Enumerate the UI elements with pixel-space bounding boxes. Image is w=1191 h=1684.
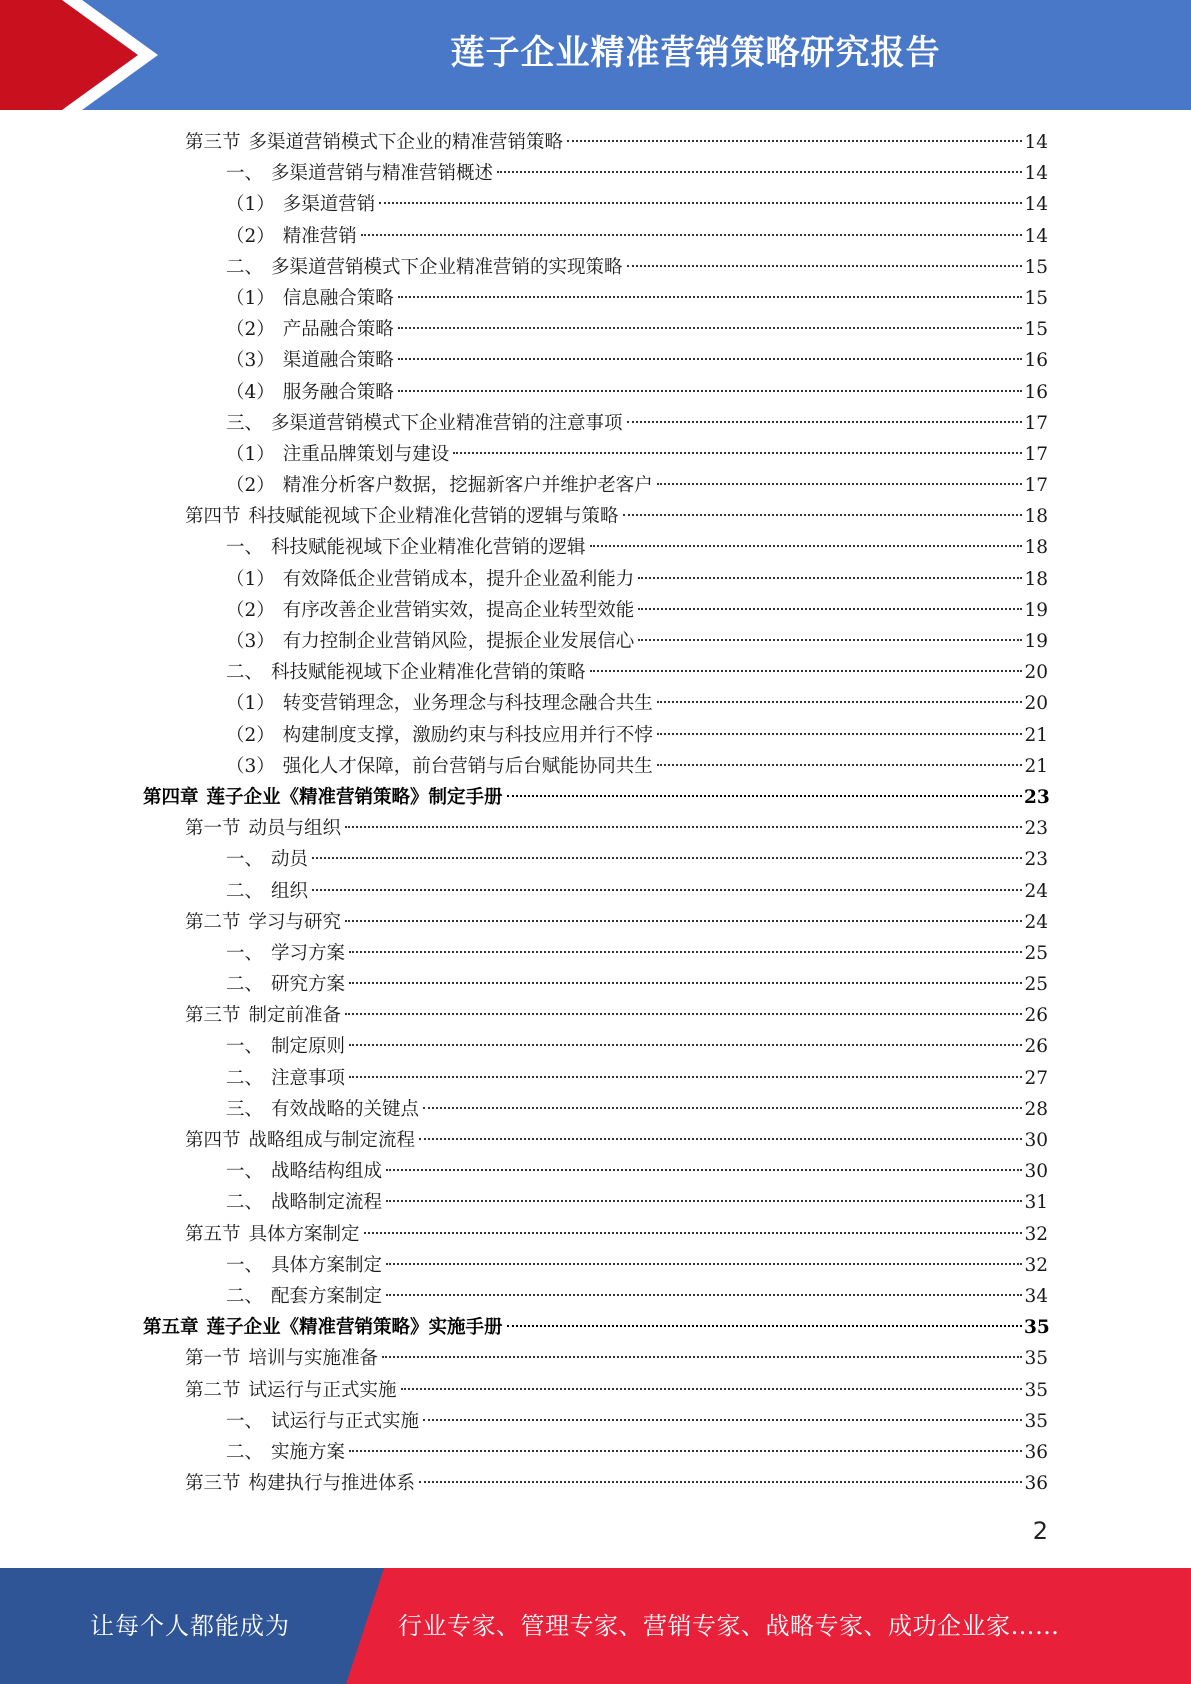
toc-page-number: 15	[1024, 256, 1048, 278]
toc-dot-leader	[419, 1481, 1022, 1483]
toc-chapter-entry[interactable]	[0, 782, 1191, 813]
toc-dot-leader	[349, 1044, 1022, 1046]
toc-entry[interactable]	[0, 1031, 1191, 1062]
toc-entry[interactable]	[0, 1063, 1191, 1094]
toc-entry-title	[226, 657, 586, 688]
toc-dot-leader	[349, 1450, 1022, 1452]
toc-entry-title	[226, 532, 586, 563]
toc-entry-number: 第五节	[185, 1223, 241, 1245]
toc-entry-title	[226, 1281, 382, 1312]
toc-dot-leader	[657, 764, 1022, 766]
toc-entry-text: 有效战略的关键点	[271, 1098, 420, 1120]
toc-entry[interactable]	[0, 314, 1191, 345]
toc-entry[interactable]	[0, 657, 1191, 688]
toc-entry-text: 科技赋能视域下企业精准化营销的逻辑	[271, 537, 586, 559]
toc-dot-leader	[398, 390, 1022, 392]
toc-entry-number: 一、	[226, 537, 264, 559]
toc-entry-text: 精准营销	[282, 225, 357, 247]
toc-entry-text: 转变营销理念，业务理念与科技理念融合共生	[282, 693, 653, 715]
toc-entry-text: 实施方案	[271, 1441, 346, 1463]
toc-page-number: 21	[1024, 724, 1048, 746]
toc-page-number: 30	[1024, 1130, 1048, 1151]
toc-dot-leader	[398, 358, 1022, 360]
toc-page-number: 23	[1024, 818, 1048, 840]
toc-entry-title	[226, 1406, 419, 1437]
toc-entry-text: 制定前准备	[248, 1005, 342, 1027]
toc-entry[interactable]	[0, 439, 1191, 470]
toc-page-number: 32	[1024, 1254, 1048, 1276]
toc-entry-number: （3）	[226, 350, 275, 372]
toc-entry-text: 强化人才保障，前台营销与后台赋能协同共生	[282, 755, 653, 777]
toc-page-number: 18	[1024, 568, 1048, 590]
toc-page-number: 16	[1024, 381, 1048, 403]
toc-entry-number: 二、	[226, 1192, 264, 1214]
toc-entry-number: （2）	[226, 475, 275, 497]
header-banner	[0, 0, 1191, 110]
toc-entry-text: 具体方案制定	[271, 1254, 383, 1276]
toc-entry-number: 二、	[226, 1285, 264, 1307]
toc-dot-leader	[398, 327, 1022, 329]
toc-dot-leader	[627, 265, 1022, 267]
toc-entry-title	[226, 377, 394, 408]
toc-entry-text: 战略结构组成	[271, 1161, 383, 1183]
toc-entry[interactable]	[0, 1437, 1191, 1468]
toc-entry-number: （1）	[226, 194, 275, 216]
toc-entry[interactable]	[0, 470, 1191, 501]
toc-entry-text: 培训与实施准备	[248, 1348, 379, 1370]
toc-entry-text: 科技赋能视域下企业精准化营销的逻辑与策略	[248, 506, 619, 528]
toc-entry-title	[185, 127, 563, 158]
toc-entry-text: 注意事项	[271, 1067, 346, 1089]
toc-entry[interactable]	[0, 408, 1191, 439]
toc-dot-leader	[386, 1263, 1022, 1265]
toc-entry-number: 三、	[226, 1098, 264, 1120]
toc-entry-number: 一、	[226, 1161, 264, 1183]
toc-entry-text: 构建制度支撑，激励约束与科技应用并行不悖	[282, 724, 653, 746]
toc-entry-title	[226, 876, 308, 907]
toc-page-number: 15	[1024, 287, 1048, 309]
toc-entry-title	[185, 1000, 341, 1031]
toc-entry-number: （1）	[226, 287, 275, 309]
footer-banner	[0, 1568, 1191, 1684]
toc-entry-number: （2）	[226, 319, 275, 341]
toc-entry-title	[226, 1063, 345, 1094]
toc-page-number: 14	[1024, 163, 1048, 185]
toc-entry-text: 构建执行与推进体系	[248, 1473, 416, 1495]
toc-entry-title	[226, 1156, 382, 1187]
toc-entry-title	[226, 688, 653, 719]
toc-entry-title	[226, 844, 308, 875]
toc-entry-number: 第三节	[185, 132, 241, 153]
toc-entry-number: 第三节	[185, 1005, 241, 1027]
toc-page-number: 16	[1024, 350, 1048, 372]
toc-entry[interactable]	[0, 1250, 1191, 1281]
toc-page-number: 19	[1024, 599, 1048, 621]
toc-entry-number: 第二节	[185, 1379, 241, 1401]
toc-dot-leader	[345, 1013, 1022, 1015]
toc-page-number: 36	[1024, 1441, 1048, 1463]
toc-entry[interactable]	[0, 907, 1191, 938]
toc-page-number: 14	[1024, 132, 1048, 153]
toc-page-number: 18	[1024, 537, 1048, 559]
toc-entry-number: （2）	[226, 724, 275, 746]
toc-page-number: 21	[1024, 755, 1048, 777]
toc-entry-title	[185, 1125, 415, 1156]
toc-entry-text: 试运行与正式实施	[271, 1410, 420, 1432]
toc-entry-title	[226, 283, 394, 314]
toc-page-number: 35	[1024, 1379, 1048, 1401]
toc-entry-text: 莲子企业《精准营销策略》实施手册	[206, 1317, 503, 1339]
toc-dot-leader	[345, 920, 1022, 922]
toc-dot-leader	[453, 452, 1022, 454]
toc-entry-text: 组织	[271, 880, 309, 902]
toc-entry-number: （3）	[226, 755, 275, 777]
toc-entry[interactable]	[0, 1281, 1191, 1312]
toc-page-number: 14	[1024, 194, 1048, 216]
toc-entry-text: 渠道融合策略	[282, 350, 394, 372]
toc-entry[interactable]	[0, 501, 1191, 532]
toc-page-number: 25	[1024, 974, 1048, 996]
toc-dot-leader	[349, 1076, 1022, 1078]
toc-page-number: 24	[1024, 880, 1048, 902]
toc-dot-leader	[623, 514, 1022, 516]
toc-dot-leader	[401, 1388, 1022, 1390]
toc-page-number: 35	[1024, 1410, 1048, 1432]
toc-dot-leader	[386, 1169, 1022, 1171]
toc-entry-text: 服务融合策略	[282, 381, 394, 403]
toc-dot-leader	[567, 140, 1022, 142]
toc-entry-text: 多渠道营销模式下企业的精准营销策略	[248, 132, 564, 153]
toc-entry-title	[226, 470, 653, 501]
toc-page-number: 35	[1024, 1317, 1050, 1339]
toc-dot-leader	[638, 639, 1022, 641]
toc-entry-number: （3）	[226, 631, 275, 652]
toc-page-number: 26	[1024, 1005, 1048, 1027]
toc-dot-leader	[507, 795, 1022, 797]
toc-dot-leader	[638, 577, 1022, 579]
toc-entry-number: （1）	[226, 443, 275, 465]
toc-entry-text: 动员与组织	[248, 818, 342, 840]
toc-dot-leader	[349, 951, 1022, 953]
toc-entry[interactable]	[0, 345, 1191, 376]
toc-entry[interactable]	[0, 127, 1191, 158]
toc-entry[interactable]	[0, 377, 1191, 408]
toc-dot-leader	[398, 296, 1022, 298]
toc-dot-leader	[507, 1325, 1022, 1327]
toc-entry[interactable]	[0, 720, 1191, 751]
toc-entry-text: 信息融合策略	[282, 287, 394, 309]
toc-entry-text: 战略制定流程	[271, 1192, 383, 1214]
toc-page-number: 32	[1024, 1223, 1048, 1245]
toc-dot-leader	[423, 1419, 1022, 1421]
toc-entry-number: （2）	[226, 225, 275, 247]
toc-page-number: 24	[1024, 911, 1048, 933]
toc-entry-text: 多渠道营销模式下企业精准营销的实现策略	[271, 256, 623, 278]
toc-entry[interactable]	[0, 688, 1191, 719]
toc-page-number: 20	[1024, 693, 1048, 715]
toc-page-number: 35	[1024, 1348, 1048, 1370]
toc-entry[interactable]	[0, 969, 1191, 1000]
document-title: 莲子企业精准营销策略研究报告	[450, 33, 941, 73]
toc-dot-leader	[345, 826, 1022, 828]
toc-entry-text: 战略组成与制定流程	[248, 1130, 416, 1151]
toc-entry[interactable]	[0, 1219, 1191, 1250]
toc-entry-title	[226, 189, 375, 220]
toc-entry[interactable]	[0, 595, 1191, 626]
toc-entry[interactable]	[0, 252, 1191, 283]
toc-dot-leader	[379, 202, 1022, 204]
toc-entry-text: 多渠道营销模式下企业精准营销的注意事项	[271, 412, 623, 434]
toc-entry[interactable]	[0, 1094, 1191, 1125]
toc-entry-number: 一、	[226, 163, 264, 185]
toc-entry-title	[226, 439, 449, 470]
toc-dot-leader	[423, 1107, 1022, 1109]
toc-dot-leader	[638, 608, 1022, 610]
toc-dot-leader	[349, 982, 1022, 984]
toc-entry-number: 第一节	[185, 818, 241, 840]
toc-entry-number: 一、	[226, 1410, 264, 1432]
toc-entry[interactable]	[0, 751, 1191, 782]
toc-entry-number: 第三节	[185, 1473, 241, 1495]
toc-entry-title	[143, 1312, 503, 1343]
toc-dot-leader	[419, 1138, 1022, 1140]
toc-page-number: 18	[1024, 506, 1048, 528]
toc-entry-text: 莲子企业《精准营销策略》制定手册	[206, 786, 503, 808]
toc-entry-title	[226, 252, 623, 283]
toc-entry-title	[226, 564, 634, 595]
toc-entry-text: 多渠道营销与精准营销概述	[271, 163, 494, 185]
toc-page-number: 14	[1024, 225, 1048, 247]
toc-entry-text: 制定原则	[271, 1036, 346, 1058]
toc-dot-leader	[657, 733, 1022, 735]
toc-entry-text: 有序改善企业营销实效，提高企业转型效能	[282, 599, 635, 621]
toc-entry[interactable]	[0, 158, 1191, 189]
toc-dot-leader	[627, 421, 1022, 423]
toc-entry-title	[226, 969, 345, 1000]
header-arrow-shape	[0, 0, 200, 110]
toc-entry-text: 研究方案	[271, 974, 346, 996]
toc-entry-title	[185, 813, 341, 844]
toc-entry-number: 二、	[226, 662, 264, 684]
toc-entry-number: 第一节	[185, 1348, 241, 1370]
toc-dot-leader	[386, 1294, 1022, 1296]
toc-entry-number: 二、	[226, 1441, 264, 1463]
toc-entry-number: 一、	[226, 942, 264, 964]
toc-dot-leader	[657, 701, 1022, 703]
toc-entry-text: 精准分析客户数据，挖掘新客户并维护老客户	[282, 475, 653, 497]
toc-entry-number: （4）	[226, 381, 275, 403]
toc-entry-title	[226, 221, 357, 252]
toc-entry-title	[226, 720, 653, 751]
toc-page-number: 17	[1024, 443, 1048, 465]
toc-entry[interactable]	[0, 876, 1191, 907]
toc-entry-text: 产品融合策略	[282, 319, 394, 341]
toc-entry[interactable]	[0, 1125, 1191, 1156]
toc-page-number: 20	[1024, 662, 1048, 684]
toc-entry[interactable]	[0, 1468, 1191, 1499]
toc-entry-text: 具体方案制定	[248, 1223, 360, 1245]
toc-entry[interactable]	[0, 189, 1191, 220]
toc-page-number: 17	[1024, 412, 1048, 434]
toc-entry-title	[185, 1219, 360, 1250]
toc-entry-text: 动员	[271, 849, 309, 871]
toc-dot-leader	[364, 1232, 1022, 1234]
toc-entry-number: 第四节	[185, 1130, 241, 1151]
toc-entry-title	[185, 1468, 415, 1499]
toc-entry[interactable]	[0, 813, 1191, 844]
toc-dot-leader	[590, 545, 1022, 547]
toc-entry-title	[185, 907, 341, 938]
toc-entry-title	[226, 751, 653, 782]
toc-entry-number: 第四节	[185, 506, 241, 528]
toc-entry[interactable]	[0, 938, 1191, 969]
toc-entry[interactable]	[0, 1375, 1191, 1406]
toc-page-number: 25	[1024, 942, 1048, 964]
toc-entry-title	[226, 1250, 382, 1281]
toc-entry-number: 第二节	[185, 911, 241, 933]
toc-page-number: 15	[1024, 319, 1048, 341]
toc-page-number: 26	[1024, 1036, 1048, 1058]
toc-page-number: 19	[1024, 631, 1048, 652]
page-number: 2	[1032, 1517, 1048, 1545]
toc-entry-number: 二、	[226, 974, 264, 996]
toc-entry-text: 有效降低企业营销成本，提升企业盈利能力	[282, 568, 635, 590]
toc-dot-leader	[382, 1356, 1022, 1358]
toc-entry-title	[226, 158, 493, 189]
toc-entry-text: 试运行与正式实施	[248, 1379, 397, 1401]
toc-entry-number: 第四章	[143, 786, 199, 808]
toc-entry-title	[226, 938, 345, 969]
toc-entry[interactable]	[0, 1187, 1191, 1218]
toc-entry-number: （1）	[226, 568, 275, 590]
toc-entry-title	[185, 1343, 378, 1374]
toc-entry-title	[226, 345, 394, 376]
toc-entry-text: 有力控制企业营销风险，提振企业发展信心	[282, 631, 635, 652]
toc-entry[interactable]	[0, 1000, 1191, 1031]
toc-entry-text: 学习与研究	[248, 911, 342, 933]
toc-page-number: 23	[1024, 786, 1050, 808]
toc-dot-leader	[657, 483, 1022, 485]
toc-entry[interactable]	[0, 1156, 1191, 1187]
toc-entry-title	[185, 1375, 397, 1406]
toc-entry[interactable]	[0, 564, 1191, 595]
toc-page-number: 31	[1024, 1192, 1048, 1214]
toc-entry-title	[143, 782, 503, 813]
toc-dot-leader	[312, 857, 1022, 859]
toc-entry-number: 一、	[226, 1036, 264, 1058]
toc-entry-number: 二、	[226, 256, 264, 278]
toc-entry-number: 一、	[226, 849, 264, 871]
footer-slogan-right: 行业专家、管理专家、营销专家、战略专家、成功企业家……	[398, 1612, 1060, 1640]
toc-dot-leader	[312, 889, 1022, 891]
toc-entry-title	[226, 408, 623, 439]
toc-entry-number: （1）	[226, 693, 275, 715]
toc-page-number: 17	[1024, 475, 1048, 497]
toc-page-number: 30	[1024, 1161, 1048, 1183]
toc-entry-title	[226, 626, 634, 657]
toc-page-number: 28	[1024, 1098, 1048, 1120]
toc-entry-text: 科技赋能视域下企业精准化营销的策略	[271, 662, 586, 684]
toc-entry-number: 三、	[226, 412, 264, 434]
toc-entry-title	[226, 314, 394, 345]
toc-entry[interactable]	[0, 1343, 1191, 1374]
toc-chapter-entry[interactable]	[0, 1312, 1191, 1343]
toc-entry-text: 配套方案制定	[271, 1285, 383, 1307]
toc-entry[interactable]	[0, 844, 1191, 875]
toc-page-number: 36	[1024, 1473, 1048, 1495]
toc-entry[interactable]	[0, 1406, 1191, 1437]
toc-entry[interactable]	[0, 283, 1191, 314]
toc-entry-number: 第五章	[143, 1317, 199, 1339]
toc-entry[interactable]	[0, 221, 1191, 252]
toc-page-number: 23	[1024, 849, 1048, 871]
toc-entry-text: 注重品牌策划与建设	[282, 443, 450, 465]
toc-entry-title	[226, 1187, 382, 1218]
toc-dot-leader	[497, 171, 1022, 173]
toc-entry-title	[226, 1094, 419, 1125]
footer-slogan-left: 让每个人都能成为	[90, 1612, 290, 1640]
toc-dot-leader	[590, 670, 1022, 672]
toc-dot-leader	[361, 234, 1022, 236]
toc-entry-title	[226, 595, 634, 626]
toc-entry[interactable]	[0, 626, 1191, 657]
toc-entry-number: （2）	[226, 599, 275, 621]
toc-dot-leader	[386, 1200, 1022, 1202]
toc-page-number: 34	[1024, 1285, 1048, 1307]
toc-entry-number: 二、	[226, 880, 264, 902]
toc-entry-title	[226, 1031, 345, 1062]
toc-entry-number: 二、	[226, 1067, 264, 1089]
toc-entry-title	[226, 1437, 345, 1468]
toc-entry-title	[185, 501, 619, 532]
toc-entry-text: 学习方案	[271, 942, 346, 964]
toc-entry-text: 多渠道营销	[282, 194, 376, 216]
toc-page-number: 27	[1024, 1067, 1048, 1089]
table-of-contents	[0, 127, 1191, 1499]
toc-entry[interactable]	[0, 532, 1191, 563]
toc-entry-number: 一、	[226, 1254, 264, 1276]
